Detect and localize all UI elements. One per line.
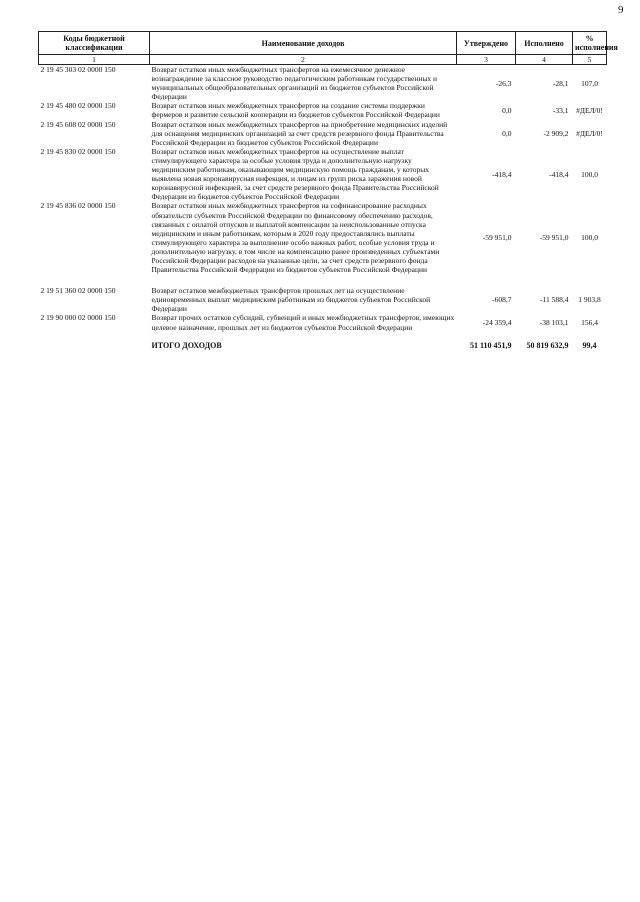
row-approved: -26,3	[495, 78, 512, 88]
total-executed: 50 819 632,9	[526, 340, 569, 350]
header-name: Наименование доходов	[150, 32, 457, 55]
header-codes: Коды бюджетной классификации	[39, 32, 150, 55]
header-num-5: 5	[573, 55, 607, 65]
row-approved: -418,4	[492, 169, 512, 179]
row-code: 2 19 45 303 02 0000 150	[40, 65, 116, 74]
table-row	[39, 201, 607, 274]
table-row	[39, 147, 607, 202]
table-header	[39, 32, 618, 65]
header-approved: Утверждено	[457, 32, 516, 55]
row-executed: -418,4	[549, 169, 569, 179]
table-row	[39, 313, 607, 331]
row-name: Возврат остатков иных межбюджетных трансфертов на осуществление выплат стимулирующего характера за особые условия труда и дополнительную нагрузку медицинским работникам, оказывающим медицинскую помощь гражданам, у которых выявлена новая коронавирусная инфекция, и лицам из групп риска заражения новой коронавирусной инфекцией, за счет средств резервного фонда Правительства Российской Федерации из бюджетов субъектов Российской Федерации	[151, 146, 439, 202]
row-approved: 0,0	[502, 128, 512, 138]
header-num-3: 3	[457, 55, 516, 65]
total-code-empty	[39, 332, 150, 350]
total-percent: 99,4	[582, 340, 597, 350]
header-num-1: 1	[39, 55, 150, 65]
row-approved: -608,7	[492, 295, 512, 305]
total-label: ИТОГО ДОХОДОВ	[151, 340, 222, 350]
row-code: 2 19 45 830 02 0000 150	[40, 146, 116, 156]
row-approved: 0,0	[502, 105, 512, 115]
header-num-4: 4	[516, 55, 573, 65]
row-percent: 1 903,8	[578, 295, 601, 305]
row-percent: 156,4	[581, 317, 598, 327]
row-name: Возврат остатков иных межбюджетных трансфертов на софинансирование расходных обязательств субъектов Российской Федерации по финансовому обеспечению расходов, связанных с оплатой отпусков и выплатой компенсации за неиспользованные отпуска медицинским и иным работникам, которым в 2020 году предоставлялись выплаты стимулирующего характера за выполнение особо важных работ, особые условия труда и дополнительную нагрузку, в том числе на компенсацию ранее произведенных субъектами Российской Федерации расходов на указанные цели, за счет средств резервного фонда Правительства Российской Федерации из бюджетов субъектов Российской Федерации	[151, 201, 440, 275]
row-executed: -2 909,2	[543, 128, 569, 138]
row-executed: -59 951,0	[539, 233, 569, 243]
row-code: 2 19 45 608 02 0000 150	[40, 119, 116, 129]
row-approved: -24 359,4	[482, 317, 512, 327]
row-percent: 100,0	[581, 169, 598, 179]
row-percent: 107,0	[581, 78, 598, 88]
row-name: Возврат остатков иных межбюджетных трансфертов на приобретение медицинских изделий для оснащения медицинских организаций за счет средств резервного фонда Правительства Российской Федерации из бюджетов субъектов Российской Федерации	[151, 119, 448, 147]
row-code: 2 19 45 836 02 0000 150	[40, 201, 116, 211]
row-name: Возврат прочих остатков субсидий, субвенций и иных межбюджетных трансфертов, имеющих целевое назначение, прошлых лет из бюджетов субъектов Российской Федерации	[151, 313, 455, 332]
table-body	[39, 65, 607, 350]
header-row	[39, 32, 607, 55]
row-executed: -11 588,4	[540, 295, 569, 305]
header-num-2: 2	[150, 55, 457, 65]
header-number-row	[39, 55, 607, 65]
row-executed: -28,1	[552, 78, 569, 88]
revenue-table	[38, 31, 618, 350]
table-row	[39, 65, 607, 102]
row-code: 2 19 51 360 02 0000 150	[40, 286, 116, 296]
row-code: 2 19 90 000 02 0000 150	[40, 313, 116, 323]
row-code: 2 19 45 480 02 0000 150	[40, 101, 116, 111]
row-name: Возврат остатков иных межбюджетных трансфертов на ежемесячное денежное вознаграждение за классное руководство педагогическим работникам государственных и муниципальных общеобразовательных организаций из бюджетов субъектов Российской Федерации	[151, 65, 438, 102]
table-row	[39, 120, 607, 147]
row-executed: -33,1	[552, 105, 569, 115]
row-name: Возврат остатков иных межбюджетных трансфертов на создание системы поддержки фермеров и развитие сельской кооперации из бюджетов субъектов Российской Федерации	[151, 101, 440, 120]
row-percent: #ДЕЛ/0!	[576, 105, 603, 115]
row-percent: #ДЕЛ/0!	[576, 128, 603, 138]
row-approved: -59 951,0	[482, 233, 512, 243]
page-number: 9	[618, 4, 624, 16]
table-row	[39, 274, 607, 313]
row-name: Возврат остатков межбюджетных трансфертов прошлых лет на осуществление единовременных выплат медицинским работникам из бюджетов субъектов Российской Федерации	[151, 286, 431, 314]
header-percent: % исполнения	[573, 32, 607, 55]
total-row	[39, 332, 607, 350]
table-row	[39, 101, 607, 119]
header-executed: Исполнено	[516, 32, 573, 55]
row-percent: 100,0	[581, 233, 598, 243]
row-executed: -38 103,1	[539, 317, 569, 327]
total-approved: 51 110 451,9	[469, 340, 512, 350]
